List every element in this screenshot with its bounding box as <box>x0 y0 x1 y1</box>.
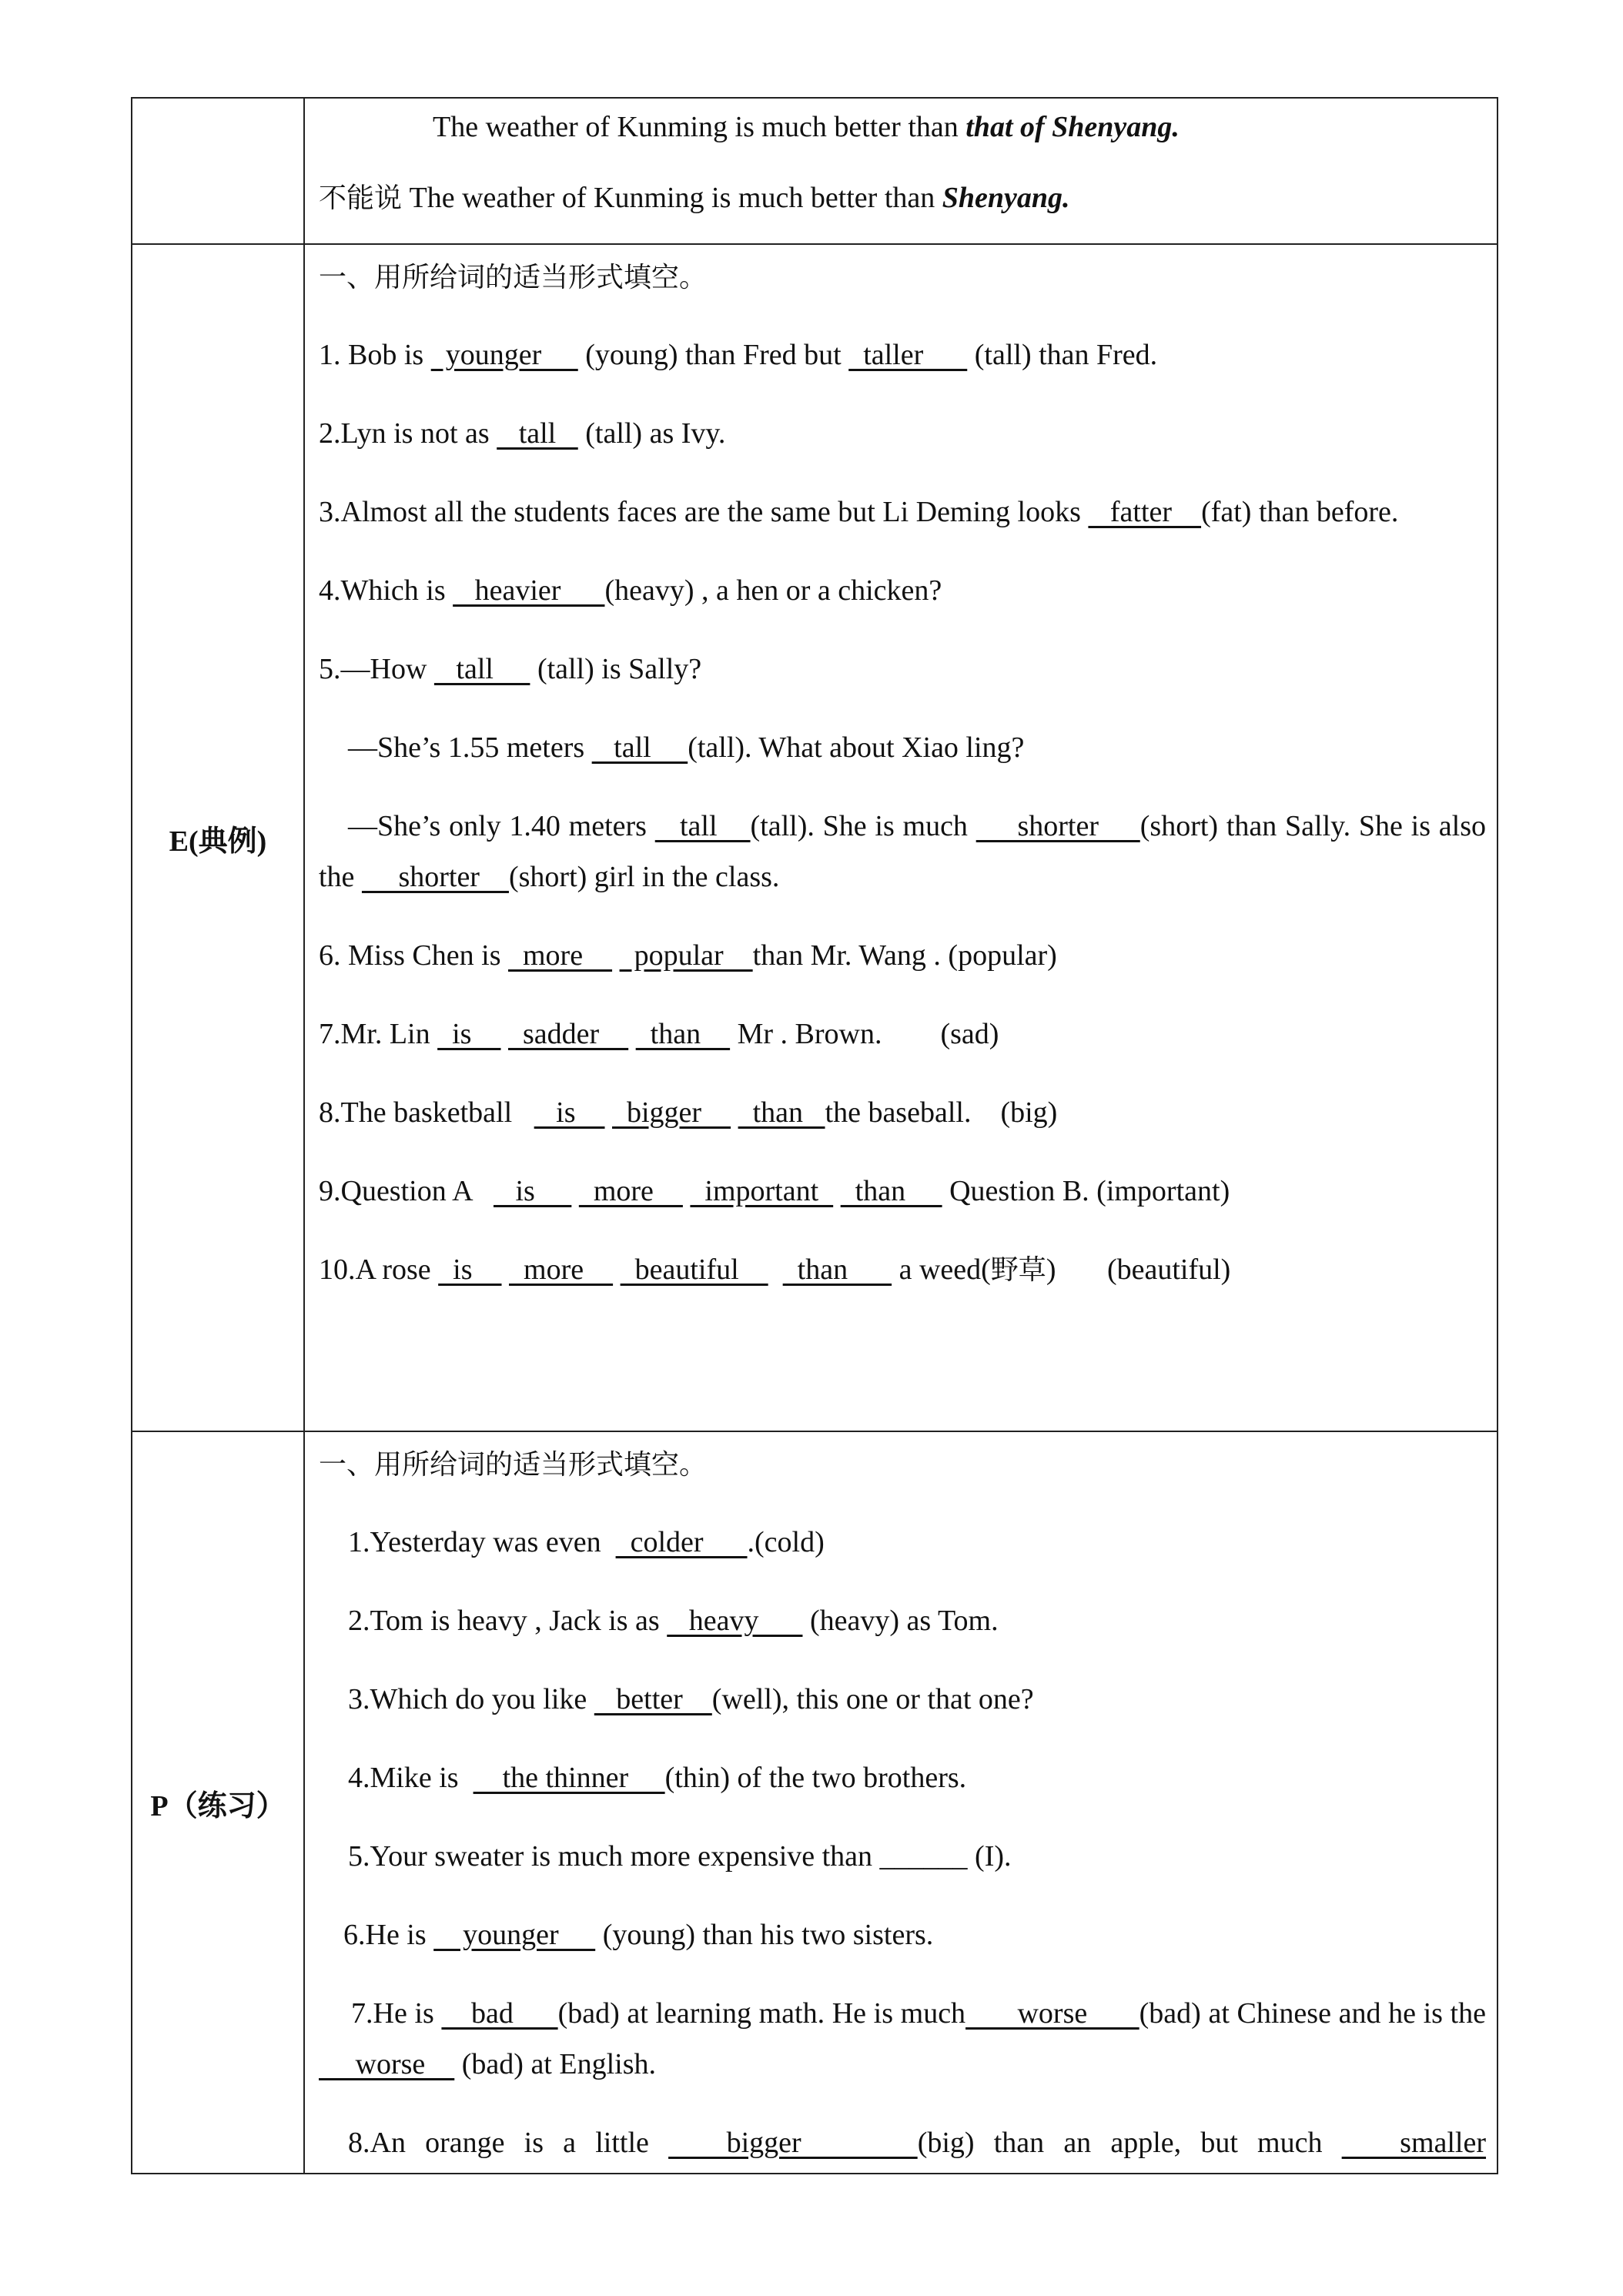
table-row <box>132 1431 1498 2174</box>
label-text: P（练习） <box>150 1789 286 1822</box>
section-heading: 一、用所给词的适当形式填空。 <box>319 1449 708 1481</box>
counter-example-sentence: 不能说 The weather of Kunming is much better than Shenyang. <box>319 182 1070 214</box>
row-label-practice <box>132 1431 304 2174</box>
table-row <box>132 98 1498 244</box>
question-8: 8.The basketball is bigger than the baseball. (big) <box>319 1096 1058 1129</box>
practice-7: 7.He is bad (bad) at learning math. He is much worse (bad) at Chinese and he is the worse (bad) at English. <box>319 1997 1486 2080</box>
worksheet-table <box>131 97 1498 2174</box>
practice-1: 1.Yesterday was even colder .(cold) <box>348 1526 825 1558</box>
question-9: 9.Question A is more important than Question B. (important) <box>319 1175 1230 1207</box>
practice-8: 8.An orange is a little bigger (big) than an apple, but much smaller <box>348 2127 1487 2159</box>
label-text: E(典例) <box>169 825 267 858</box>
practice-6: 6.He is younger (young) than his two sisters. <box>343 1919 934 1951</box>
examples-cell <box>304 244 1498 1431</box>
note-cell <box>304 98 1498 244</box>
table-row <box>132 244 1498 1431</box>
question-6: 6. Miss Chen is more popular than Mr. Wang . (popular) <box>319 939 1057 972</box>
row-label-empty <box>132 98 304 244</box>
practice-2: 2.Tom is heavy , Jack is as heavy (heavy) as Tom. <box>348 1605 999 1637</box>
practice-5: 5.Your sweater is much more expensive than ______ (I). <box>348 1840 1012 1873</box>
question-5: 5.—How tall (tall) is Sally? <box>319 653 702 685</box>
question-7: 7.Mr. Lin is sadder than Mr . Brown. (sad) <box>319 1018 999 1050</box>
example-sentence: The weather of Kunming is much better than that of Shenyang. <box>433 111 1180 143</box>
practice-cell <box>304 1431 1498 2174</box>
question-5-dialog-2: —She’s only 1.40 meters tall (tall). She is much shorter (short) than Sally. She is also the shorter (short) girl in the class. <box>319 810 1486 893</box>
practice-3: 3.Which do you like better (well), this one or that one? <box>348 1683 1034 1715</box>
question-2: 2.Lyn is not as tall (tall) as Ivy. <box>319 417 726 450</box>
question-3: 3.Almost all the students faces are the same but Li Deming looks fatter (fat) than before. <box>319 496 1399 528</box>
practice-4: 4.Mike is the thinner (thin) of the two brothers. <box>348 1762 967 1794</box>
question-10: 10.A rose is more beautiful than a weed(野草) (beautiful) <box>319 1253 1231 1286</box>
section-heading: 一、用所给词的适当形式填空。 <box>319 262 708 293</box>
question-5-dialog-1: —She’s 1.55 meters tall (tall). What about Xiao ling? <box>348 731 1025 764</box>
row-label-examples <box>132 244 304 1431</box>
question-1: 1. Bob is younger (young) than Fred but taller (tall) than Fred. <box>319 339 1158 371</box>
question-4: 4.Which is heavier (heavy) , a hen or a chicken? <box>319 574 942 607</box>
